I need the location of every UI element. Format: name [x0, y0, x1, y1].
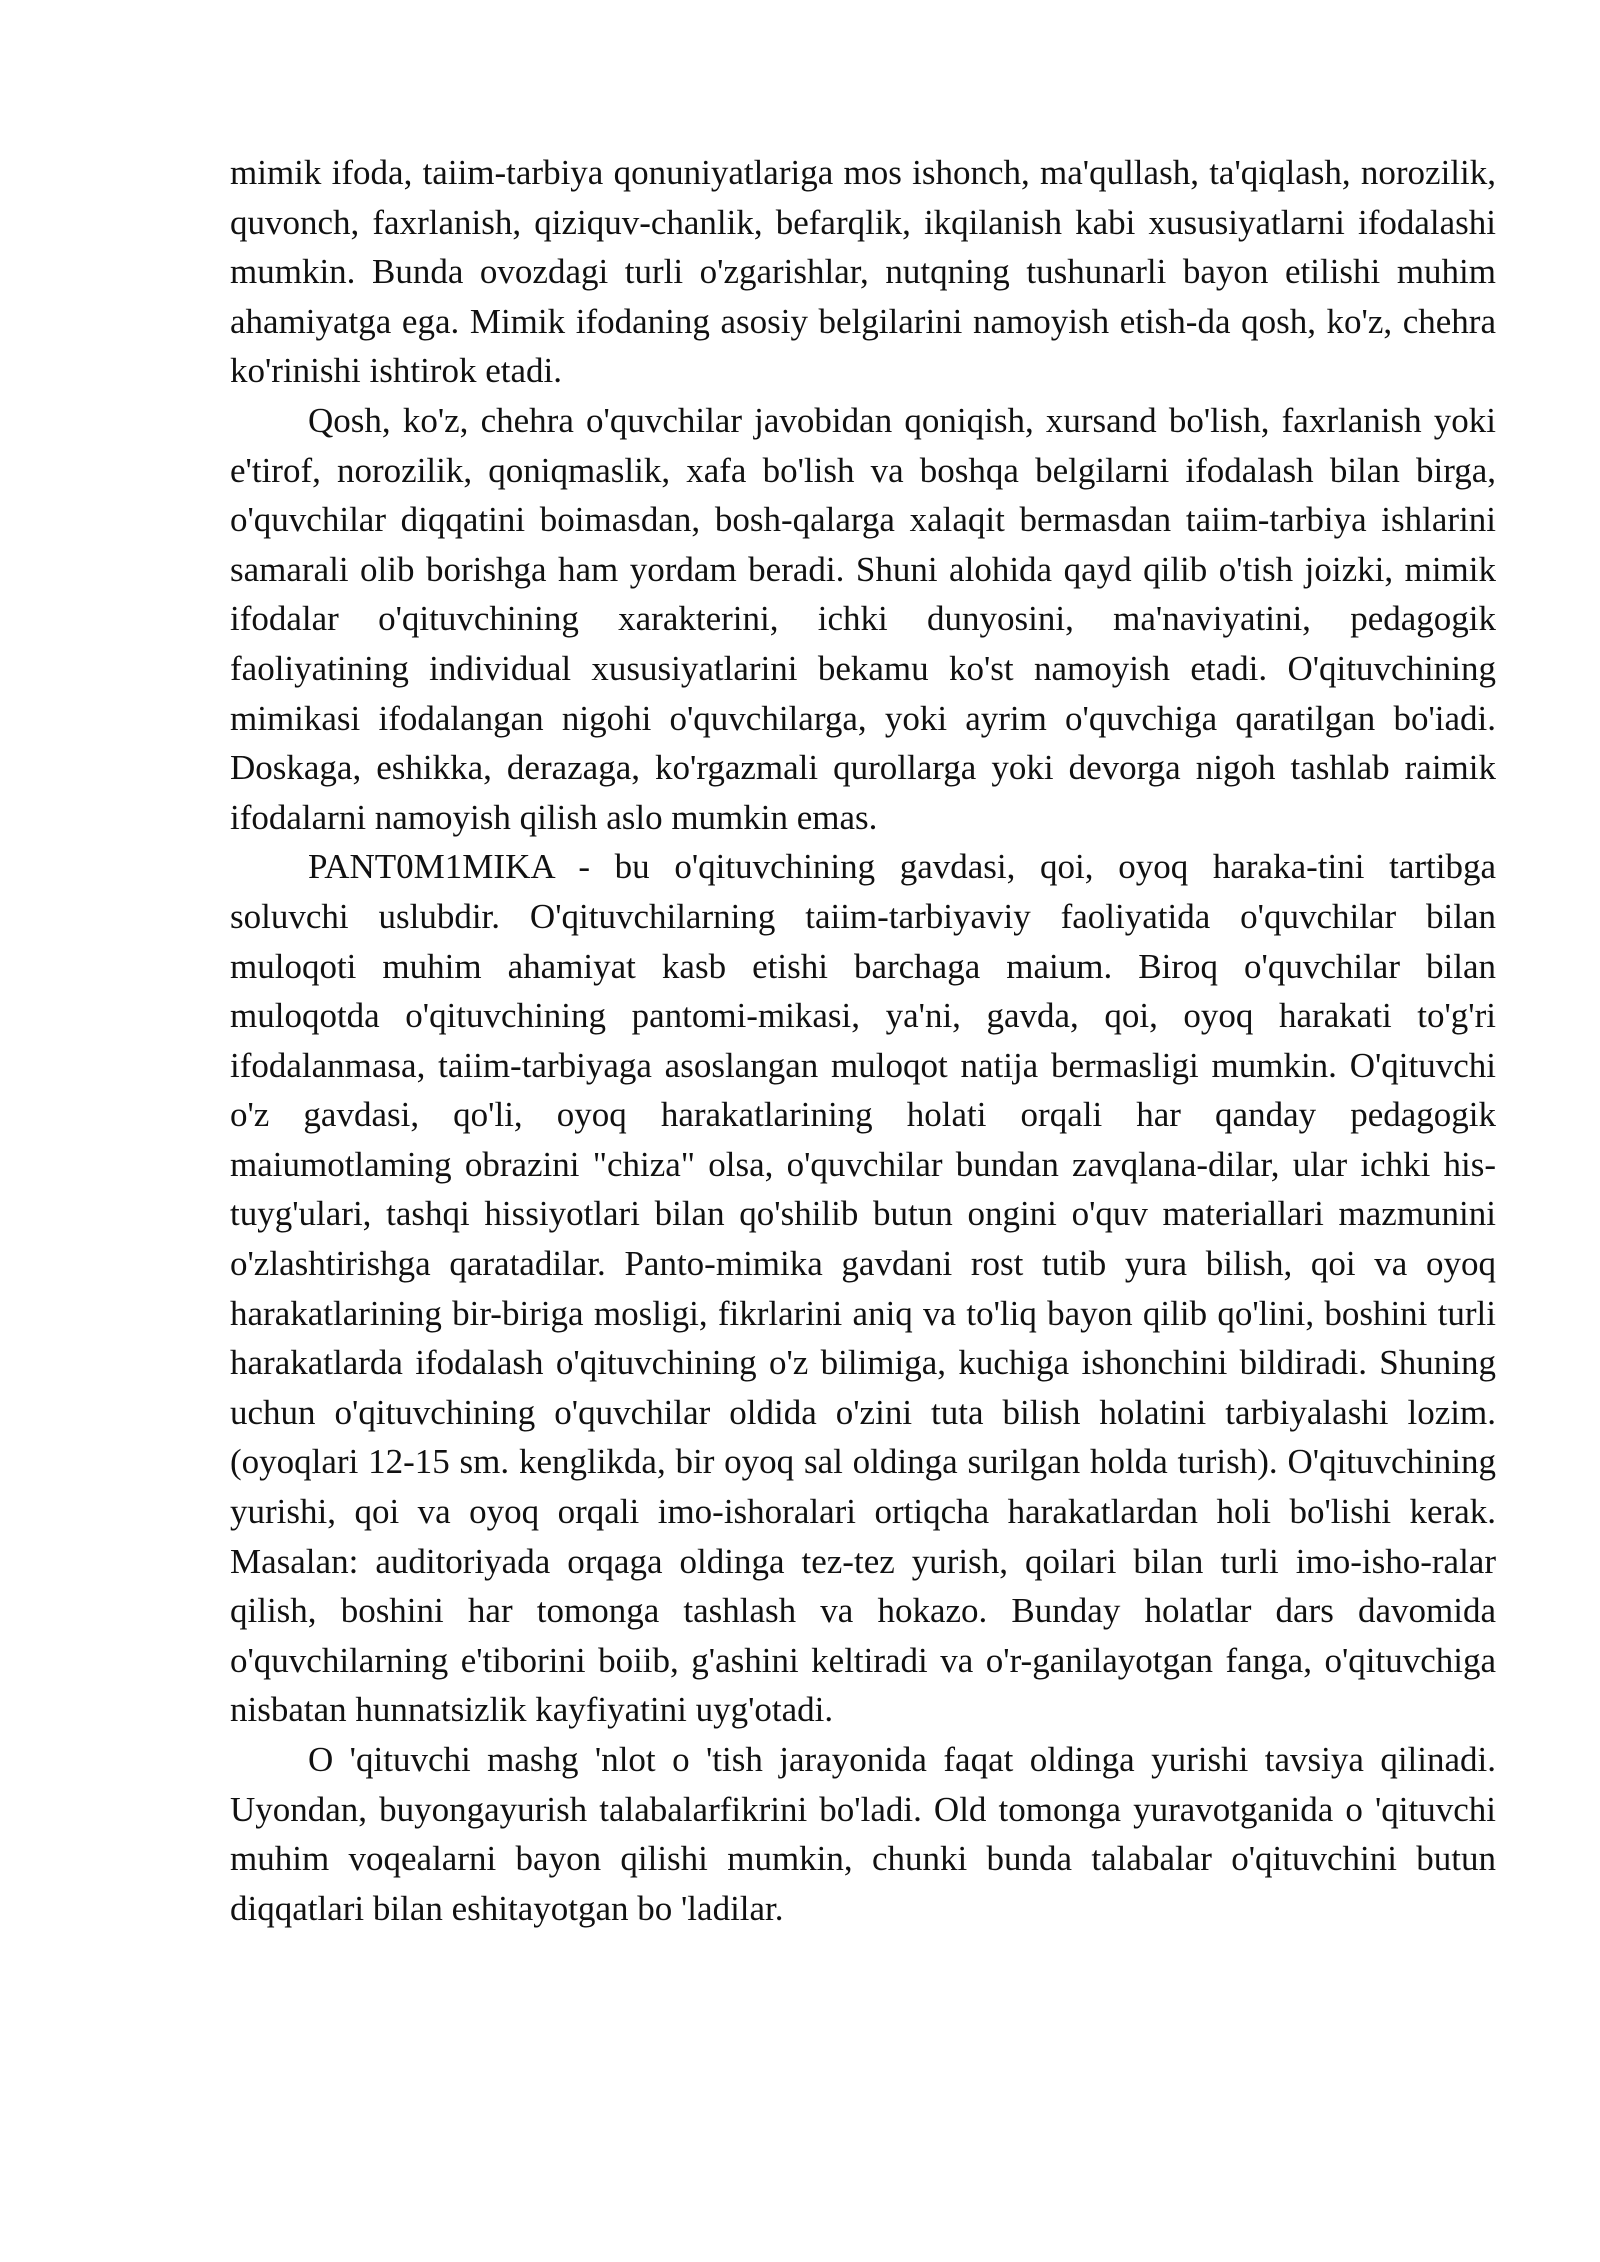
- paragraph-mimik-ifoda: mimik ifoda, taiim-tarbiya qonuniyatlariga mos ishonch, ma'qullash, ta'qiqlash, norozilik, quvonch, faxrlanish, qiziquv-chanlik, befarqlik, ikqilanish kabi xususiyatlarni ifodalashi mumkin. Bunda ovozdagi turli o'zgarishlar, nutqning tushunarli bayon etilishi muhim ahamiyatga ega. Mimik ifodaning asosiy belgilarini namoyish etish-da qosh, ko'z, chehra ko'rinishi ishtirok etadi.: [230, 153, 1496, 391]
- paragraph-pantomimika: PANT0M1MIKA - bu o'qituvchining gavdasi, qoi, oyoq haraka-tini tartibga soluvchi uslubdir. O'qituvchilarning taiim-tarbiyaviy faoliyatida o'quvchilar bilan muloqoti muhim ahamiyat kasb etishi barchaga maium. Biroq o'quvchilar bilan muloqotda o'qituvchining pantomi-mikasi, ya'ni, gavda, qoi, oyoq harakati to'g'ri ifodalanmasa, taiim-tarbiyaga asoslangan muloqot natija bermasligi mumkin. O'qituvchi o'z gavdasi, qo'li, oyoq harakatlarining holati orqali har qanday pedagogik maiumotlaming obrazini "chiza" olsa, o'quvchilar bundan zavqlana-dilar, ular ichki his-tuyg'ulari, tashqi hissiyotlari bilan qo'shilib butun ongini o'quv materiallari mazmunini o'zlashtirishga qaratadilar. Panto-mimika gavdani rost tutib yura bilish, qoi va oyoq harakatlarining bir-biriga mosligi, fikrlarini aniq va to'liq bayon qilib qo'lini, boshini turli harakatlarda ifodalash o'qituvchining o'z bilimiga, kuchiga ishonchini bildiradi. Shuning uchun o'qituvchining o'quvchilar oldida o'zini tuta bilish holatini tarbiyalashi lozim. (oyoqlari 12-15 sm. kenglikda, bir oyoq sal oldinga surilgan holda turish). O'qituvchining yurishi, qoi va oyoq orqali imo-ishoralari ortiqcha harakatlardan holi bo'lishi kerak. Masalan: auditoriyada orqaga oldinga tez-tez yurish, qoilari bilan turli imo-isho-ralar qilish, boshini har tomonga tashlash va hokazo. Bunday holatlar dars davomida o'quvchilarning e'tiborini boiib, g'ashini keltiradi va o'r-ganilayotgan fanga, o'qituvchiga nisbatan hunnatsizlik kayfiyatini uyg'otadi.: [230, 847, 1496, 1730]
- paragraph-oqituvchi-yurishi: O 'qituvchi mashg 'nlot o 'tish jarayonida faqat oldinga yurishi tavsiya qilinadi. Uyondan, buyongayurish talabalarfikrini bo'ladi. Old tomonga yuravotganida o 'qituvchi muhim voqealarni bayon qilishi mumkin, chunki bunda talabalar o'qituvchini butun diqqatlari bilan eshitayotgan bo 'ladilar.: [230, 1740, 1496, 1928]
- paragraph-qosh-koz-chehra: Qosh, ko'z, chehra o'quvchilar javobidan qoniqish, xursand bo'lish, faxrlanish yoki e'tirof, norozilik, qoniqmaslik, xafa bo'lish va boshqa belgilarni ifodalash bilan birga, o'quvchilar diqqatini boimasdan, bosh-qalarga xalaqit bermasdan taiim-tarbiya ishlarini samarali olib borishga ham yordam beradi. Shuni alohida qayd qilib o'tish joizki, mimik ifodalar o'qituvchining xarakterini, ichki dunyosini, ma'naviyatini, pedagogik faoliyatining individual xususiyatlarini bekamu ko'st namoyish etadi. O'qituvchining mimikasi ifodalangan nigohi o'quvchilarga, yoki ayrim o'quvchiga qaratilgan bo'iadi. Doskaga, eshikka, derazaga, ko'rgazmali qurollarga yoki devorga nigoh tashlab raimik ifodalarni namoyish qilish aslo mumkin emas.: [230, 400, 1496, 837]
- document-page: [230, 148, 1496, 1933]
